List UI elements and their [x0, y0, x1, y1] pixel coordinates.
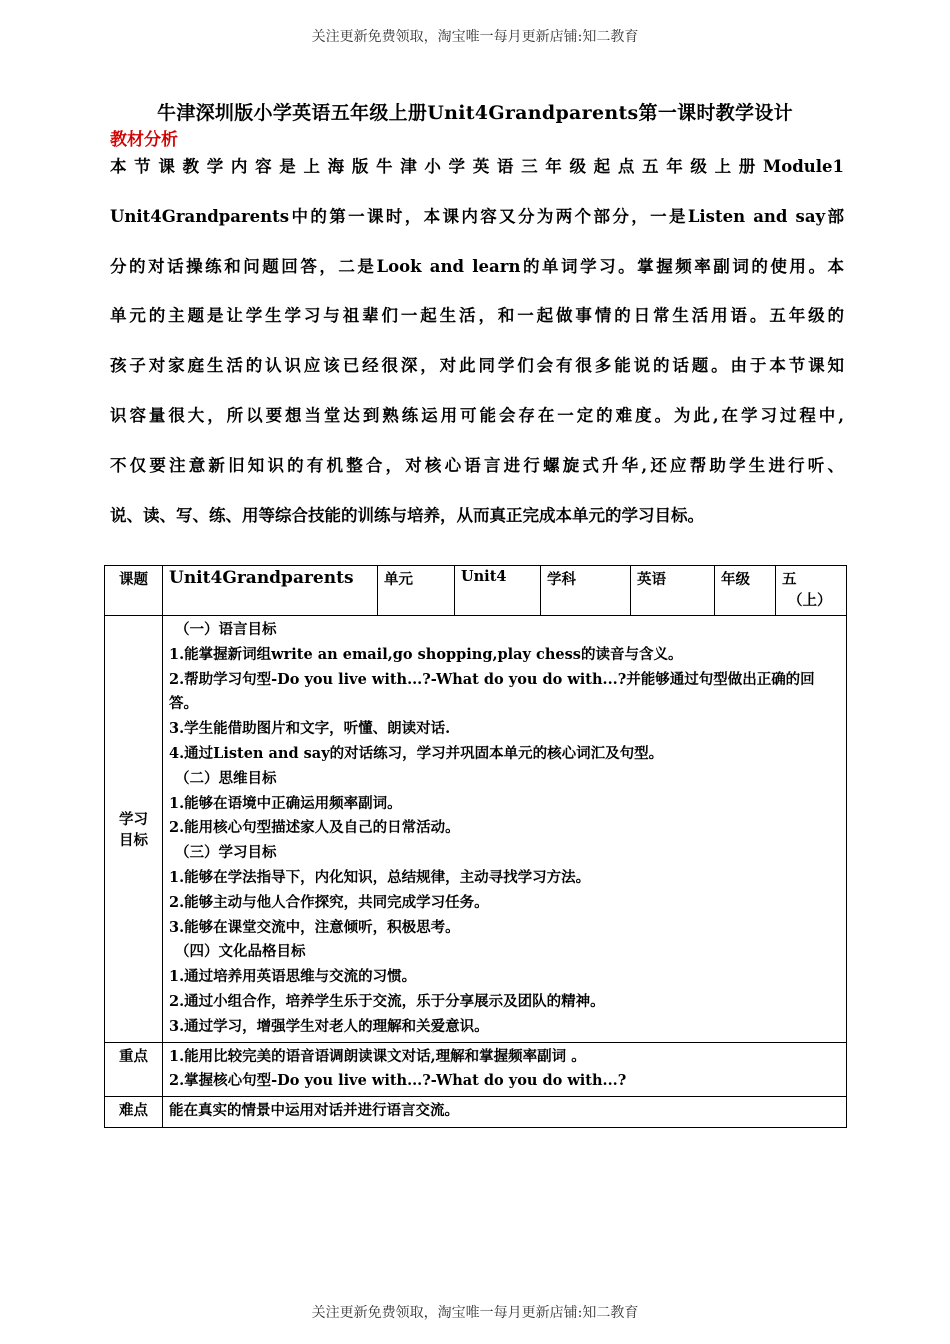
table-row-header-info	[105, 566, 847, 616]
key-points-content	[163, 1042, 847, 1097]
goals-label-line: 目标	[119, 831, 148, 849]
grade-value-number: 五	[782, 571, 797, 588]
paragraph-line: 单元的主题是让学生学习与祖辈们一起生活，和一起做事情的日常生活用语。五年级的	[110, 306, 844, 326]
difficulty-content: 能在真实的情景中运用对话并进行语言交流。	[163, 1097, 847, 1128]
key-point-item: 1.能用比较完美的语音语调朗读课文对话,理解和掌握频率副词 。	[169, 1047, 586, 1065]
key-point-item: 2.掌握核心句型-Do you live with...?-What do you do with...?	[169, 1072, 627, 1090]
goal-item: 4.通过Listen and say的对话练习，学习并巩固本单元的核心词汇及句型。	[169, 744, 664, 762]
subject-value: 英语	[631, 566, 715, 616]
goal-item: 2.能够主动与他人合作探究，共同完成学习任务。	[169, 893, 489, 911]
section-label-material-analysis: 教材分析	[110, 130, 178, 150]
table-row-key-points	[105, 1042, 847, 1097]
goal-item: 1.能够在学法指导下，内化知识，总结规律，主动寻找学习方法。	[169, 868, 591, 886]
goal-item: 1.能够在语境中正确运用频率副词。	[169, 794, 402, 812]
topic-label: 课题	[105, 566, 163, 616]
paragraph-line: 孩子对家庭生活的认识应该已经很深，对此同学们会有很多能说的话题。由于本节课知	[110, 356, 844, 376]
goal-heading: （四）文化品格目标	[175, 943, 306, 961]
grade-label: 年级	[715, 566, 776, 616]
unit-value: Unit4	[455, 566, 541, 616]
paragraph-line: 本节课教学内容是上海版牛津小学英语三年级起点五年级上册Module1	[110, 157, 844, 176]
table-row-difficulty	[105, 1097, 847, 1128]
topic-value: Unit4Grandparents	[163, 566, 378, 616]
goal-item: 2.能用核心句型描述家人及自己的日常活动。	[169, 819, 460, 837]
unit-label: 单元	[378, 566, 455, 616]
paragraph-line: Unit4Grandparents中的第一课时，本课内容又分为两个部分，一是Listen and say部	[110, 206, 844, 226]
goal-item: 2.通过小组合作，培养学生乐于交流，乐于分享展示及团队的精神。	[169, 992, 605, 1010]
goal-item: 3.学生能借助图片和文字，听懂、朗读对话.	[169, 720, 451, 738]
table-row-goals	[105, 616, 847, 1043]
goal-item: 3.能够在课堂交流中，注意倾听，积极思考。	[169, 918, 460, 936]
subject-label: 学科	[541, 566, 631, 616]
goals-label-line: 学习	[119, 810, 148, 828]
document-title: 牛津深圳版小学英语五年级上册Unit4Grandparents第一课时教学设计	[157, 102, 793, 124]
lesson-plan-table	[104, 565, 847, 1128]
header-note: 关注更新免费领取，淘宝唯一每月更新店铺:知二教育	[311, 29, 639, 45]
paragraph-line: 识容量很大，所以要想当堂达到熟练运用可能会存在一定的难度。为此,在学习过程中,	[110, 405, 844, 425]
goal-heading: （二）思维目标	[175, 769, 277, 787]
goal-item: 1.能掌握新词组write an email,go shopping,play chess的读音与含义。	[169, 645, 683, 663]
analysis-paragraph	[110, 142, 844, 540]
paragraph-line: 分的对话操练和问题回答，二是Look and learn的单词学习。掌握频率副词的使用。本	[110, 256, 844, 276]
footer-note: 关注更新免费领取，淘宝唯一每月更新店铺:知二教育	[311, 1305, 639, 1321]
goal-item: 2.帮助学习句型-Do you live with...?-What do you do with...?并能够通过句型做出正确的回答。	[169, 670, 815, 713]
grade-value	[776, 566, 847, 616]
key-points-label: 重点	[105, 1042, 163, 1097]
goal-heading: （一）语言目标	[175, 621, 277, 638]
difficulty-label: 难点	[105, 1097, 163, 1128]
goals-label	[105, 616, 163, 1043]
grade-value-term: （上）	[788, 592, 832, 609]
paragraph-line: 不仅要注意新旧知识的有机整合，对核心语言进行螺旋式升华,还应帮助学生进行听、	[110, 455, 844, 475]
goal-heading: （三）学习目标	[175, 844, 277, 862]
paragraph-line: 说、读、写、练、用等综合技能的训练与培养，从而真正完成本单元的学习目标。	[110, 505, 704, 525]
goal-item: 3.通过学习，增强学生对老人的理解和关爱意识。	[169, 1017, 489, 1035]
goal-item: 1.通过培养用英语思维与交流的习惯。	[169, 968, 417, 986]
goals-content	[163, 616, 847, 1043]
